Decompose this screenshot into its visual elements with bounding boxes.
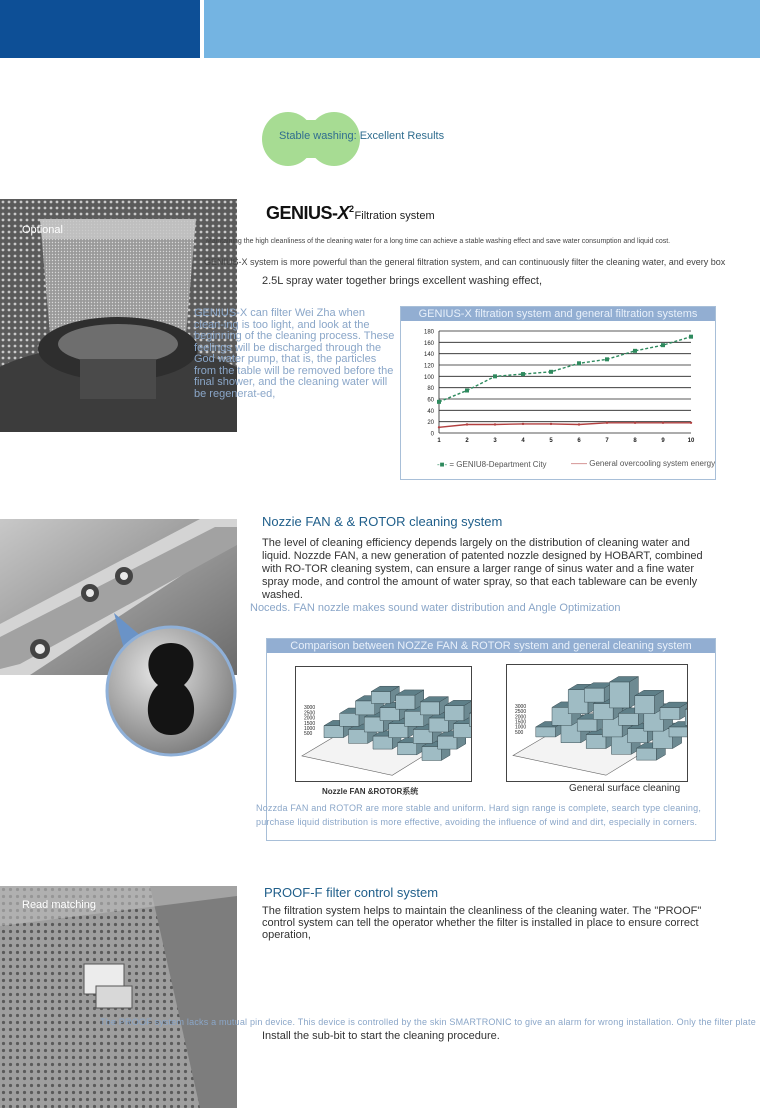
series-point <box>633 349 637 353</box>
legend-genius-label: = GENIU8-Department City <box>449 460 547 469</box>
y-tick-label: 120 <box>423 363 434 370</box>
series-point <box>550 423 552 425</box>
z-tick-label: 500 <box>304 731 313 738</box>
series-point <box>493 374 497 378</box>
y-tick-label: 0 <box>430 431 434 438</box>
header-bar-right <box>204 0 760 58</box>
x-tick-label: 10 <box>687 438 695 444</box>
y-tick-label: 140 <box>423 352 434 359</box>
legend-general-label: General overcooling system energy <box>589 459 716 468</box>
bar-front-face <box>380 708 399 721</box>
x-tick-label: 2 <box>465 438 469 444</box>
nozzle-section-title: Nozzie FAN & & ROTOR cleaning system <box>262 514 503 529</box>
header-bar-left <box>0 0 200 58</box>
bar-front-face <box>454 724 472 738</box>
bar-front-face <box>536 727 556 737</box>
nozzle-chart-caption: Nozzle FAN &ROTOR系统 <box>322 787 419 796</box>
nozzle-3d-chart <box>295 666 472 782</box>
series-point <box>606 422 608 424</box>
bar-front-face <box>669 727 687 737</box>
genius-line-1: Maintaining the high cleanliness of the cleaning water for a long time can achieve a stable washing effect and save water consumption and liquid cost. <box>206 238 671 245</box>
series-point <box>661 343 665 347</box>
z-tick-label: 1500 <box>515 719 527 726</box>
bar-front-face <box>340 713 359 726</box>
optional-label: Optional <box>22 224 63 236</box>
filtration-chart-panel <box>400 306 716 480</box>
x-tick-label: 7 <box>605 438 609 444</box>
series-point <box>466 423 468 425</box>
series-point <box>605 357 609 361</box>
bar-front-face <box>438 736 457 749</box>
bar-front-face <box>445 706 464 721</box>
series-point <box>521 372 525 376</box>
general-chart-caption: General surface cleaning <box>569 783 681 794</box>
bar-front-face <box>420 702 439 715</box>
x-tick-label: 4 <box>521 438 525 444</box>
y-tick-label: 180 <box>423 329 434 336</box>
legend-genius-marker: -■- <box>437 460 448 469</box>
bar-front-face <box>324 726 343 738</box>
bar-front-face <box>635 696 655 714</box>
logo-superscript: 2 <box>349 204 354 214</box>
series-point <box>465 389 469 393</box>
bar-front-face <box>619 713 639 725</box>
series-point <box>577 361 581 365</box>
series-point <box>522 423 524 425</box>
x-tick-label: 1 <box>437 438 441 444</box>
bar-front-face <box>469 713 471 726</box>
proof-section-title: PROOF-F filter control system <box>264 885 439 900</box>
logo-x-text: X <box>337 203 350 223</box>
bar-front-face <box>610 682 630 708</box>
general-3d-chart <box>506 664 688 782</box>
y-tick-label: 80 <box>427 386 434 393</box>
series-point <box>690 422 692 424</box>
series-point <box>437 400 441 404</box>
series-line <box>439 337 691 402</box>
x-tick-label: 3 <box>493 438 497 444</box>
bar-front-face <box>577 719 597 731</box>
read-matching-label: Read matching <box>22 899 96 911</box>
y-tick-label: 40 <box>427 408 434 415</box>
nozzle-paragraph: The level of cleaning efficiency depends largely on the distribution of cleaning water and liquid. Nozzde FAN, a new generation of patented nozzle designed by HOBART, combined with RO-TOR cleaning system, can ensure a larger range of sinus water and a fine water spray mode, and control the amount of water spray, so that each tableware can be evenly washed. <box>262 537 703 601</box>
stable-washing-badge: Stable washing: Excellent Results <box>279 130 445 142</box>
series-point <box>549 370 553 374</box>
nozzle-subtitle: Noceds. FAN nozzle makes sound water distribution and Angle Optimization <box>250 602 621 614</box>
genius-line-3: 2.5L spray water together brings excellent washing effect, <box>262 275 543 287</box>
bar-front-face <box>373 736 392 749</box>
bar-front-face <box>660 708 680 720</box>
series-point <box>578 423 580 425</box>
filtration-line-chart <box>401 321 715 461</box>
filtration-chart-header: GENIUS-X filtration system and general filtration systems <box>401 307 715 321</box>
z-tick-label: 1000 <box>515 724 527 731</box>
legend-general <box>571 459 715 468</box>
z-tick-label: 2500 <box>515 709 527 716</box>
x-tick-label: 5 <box>549 438 553 444</box>
bar-front-face <box>398 743 417 755</box>
bar-front-face <box>371 691 390 703</box>
bar-front-face <box>685 709 687 725</box>
proof-paragraph: The filtration system helps to maintain the cleanliness of the cleaning water. The "PROOF" control system can tell the operator whether the filter is installed in place to ensure correct operation, <box>262 905 702 941</box>
series-point <box>438 426 440 428</box>
bar-front-face <box>584 688 604 702</box>
filter-plate-photo <box>0 886 237 1108</box>
y-tick-label: 100 <box>423 374 434 381</box>
genius-x-logo <box>266 203 435 224</box>
comparison-panel-header: Comparison between NOZZe FAN & ROTOR system and general cleaning system <box>267 639 715 653</box>
series-point <box>662 422 664 424</box>
filtration-system-label: Filtration system <box>354 210 435 222</box>
z-tick-label: 500 <box>515 729 524 736</box>
x-tick-label: 8 <box>633 438 637 444</box>
logo-main-text: GENIUS- <box>266 203 338 223</box>
z-tick-label: 3000 <box>304 705 316 712</box>
z-tick-label: 2500 <box>304 710 316 717</box>
y-tick-label: 20 <box>427 420 434 427</box>
z-tick-label: 1500 <box>304 720 316 727</box>
proof-note-1: The PROOF system lacks a mutual pin device. This device is controlled by the skin SMARTRONIC to give an alarm for wrong installation. Only the filter plate <box>100 1017 756 1027</box>
z-tick-label: 2000 <box>304 715 316 722</box>
series-point <box>689 335 693 339</box>
genius-line-2: GENIUS-X system is more powerful than the general filtration system, and can continuously filter the cleaning water, and every box <box>204 257 726 267</box>
legend-general-marker: —— <box>571 459 587 468</box>
comparison-note-1: Nozzda FAN and ROTOR are more stable and uniform. Hard sign range is complete, search type cleaning, <box>256 803 702 813</box>
nozzle-magnifier <box>104 613 238 759</box>
proof-note-2: Install the sub-bit to start the cleaning procedure. <box>262 1030 500 1042</box>
genius-side-text: GENIUS-X can filter Wei Zha when clean-ing is too light, and look at the beginning of the cleaning process. These feelings will be discharged through the God water pump, that is, the particles from the table will be removed before the final shower, and the cleaning water will be regenerat-ed, <box>194 307 395 400</box>
bar-front-face <box>637 748 657 760</box>
x-tick-label: 9 <box>661 438 665 444</box>
bar-front-face <box>396 695 415 709</box>
y-tick-label: 60 <box>427 397 434 404</box>
x-tick-label: 6 <box>577 438 581 444</box>
series-point <box>634 422 636 424</box>
comparison-note-2: purchase liquid distribution is more effective, avoiding the influence of wind and dirt, especially in corners. <box>256 817 698 827</box>
z-tick-label: 2000 <box>515 714 527 721</box>
legend-genius <box>437 460 547 469</box>
series-line <box>439 423 691 428</box>
z-tick-label: 3000 <box>515 703 527 710</box>
series-point <box>494 423 496 425</box>
z-tick-label: 1000 <box>304 725 316 732</box>
y-tick-label: 160 <box>423 340 434 347</box>
